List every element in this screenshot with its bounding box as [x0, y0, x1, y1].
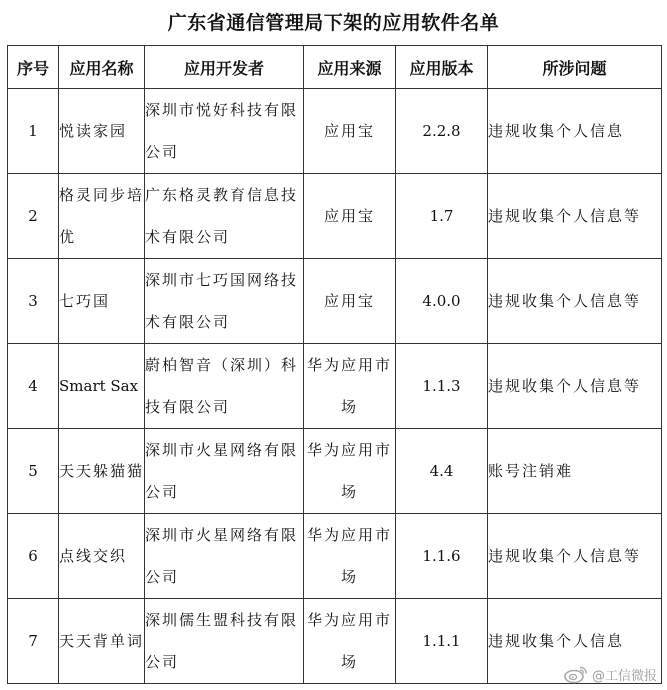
header-developer: 应用开发者: [145, 46, 304, 89]
table-row: [8, 89, 662, 174]
row-issue: 违规收集个人信息等: [488, 174, 662, 259]
row-app-name: 七巧国: [59, 259, 145, 344]
header-index: 序号: [8, 46, 59, 89]
row-version: 2.2.8: [396, 89, 488, 174]
row-issue: 违规收集个人信息: [488, 599, 662, 684]
header-version: 应用版本: [396, 46, 488, 89]
row-issue: 违规收集个人信息等: [488, 514, 662, 599]
row-source: 应用宝: [304, 259, 396, 344]
watermark-text: @工信微报: [591, 668, 657, 684]
row-version: 1.1.1: [396, 599, 488, 684]
table-row: [8, 259, 662, 344]
delisted-apps-table: [7, 45, 662, 684]
row-version: 1.1.6: [396, 514, 488, 599]
table-row: [8, 429, 662, 514]
row-developer: 深圳儒生盟科技有限公司: [145, 599, 304, 684]
row-version: 4.4: [396, 429, 488, 514]
row-app-name: 悦读家园: [59, 89, 145, 174]
row-developer: 深圳市火星网络有限公司: [145, 514, 304, 599]
row-version: 1.7: [396, 174, 488, 259]
row-version: 1.1.3: [396, 344, 488, 429]
row-app-name: 天天背单词: [59, 599, 145, 684]
table-row: [8, 514, 662, 599]
table-header-row: [8, 46, 662, 89]
row-index: 4: [8, 344, 59, 429]
row-source: 华为应用市场: [304, 429, 396, 514]
weibo-watermark: [563, 664, 657, 684]
row-developer: 深圳市火星网络有限公司: [145, 429, 304, 514]
row-source: 应用宝: [304, 89, 396, 174]
table-row: [8, 344, 662, 429]
row-source: 华为应用市场: [304, 599, 396, 684]
row-issue: 违规收集个人信息: [488, 89, 662, 174]
row-source: 华为应用市场: [304, 514, 396, 599]
row-source: 应用宝: [304, 174, 396, 259]
row-issue: 账号注销难: [488, 429, 662, 514]
row-app-name: Smart Sax: [59, 344, 145, 429]
row-index: 6: [8, 514, 59, 599]
row-source: 华为应用市场: [304, 344, 396, 429]
row-developer: 蔚柏智音（深圳）科技有限公司: [145, 344, 304, 429]
row-index: 1: [8, 89, 59, 174]
row-app-name: 天天躲猫猫: [59, 429, 145, 514]
row-issue: 违规收集个人信息等: [488, 259, 662, 344]
row-version: 4.0.0: [396, 259, 488, 344]
row-index: 3: [8, 259, 59, 344]
table-row: [8, 174, 662, 259]
row-app-name: 点线交织: [59, 514, 145, 599]
row-app-name: 格灵同步培优: [59, 174, 145, 259]
row-index: 5: [8, 429, 59, 514]
row-developer: 深圳市七巧国网络技术有限公司: [145, 259, 304, 344]
row-issue: 违规收集个人信息等: [488, 344, 662, 429]
header-source: 应用来源: [304, 46, 396, 89]
page-title: 广东省通信管理局下架的应用软件名单: [167, 12, 500, 34]
row-developer: 深圳市悦好科技有限公司: [145, 89, 304, 174]
header-app-name: 应用名称: [59, 46, 145, 89]
row-index: 2: [8, 174, 59, 259]
row-developer: 广东格灵教育信息技术有限公司: [145, 174, 304, 259]
weibo-logo-icon: [563, 664, 589, 684]
row-index: 7: [8, 599, 59, 684]
header-issue: 所涉问题: [488, 46, 662, 89]
